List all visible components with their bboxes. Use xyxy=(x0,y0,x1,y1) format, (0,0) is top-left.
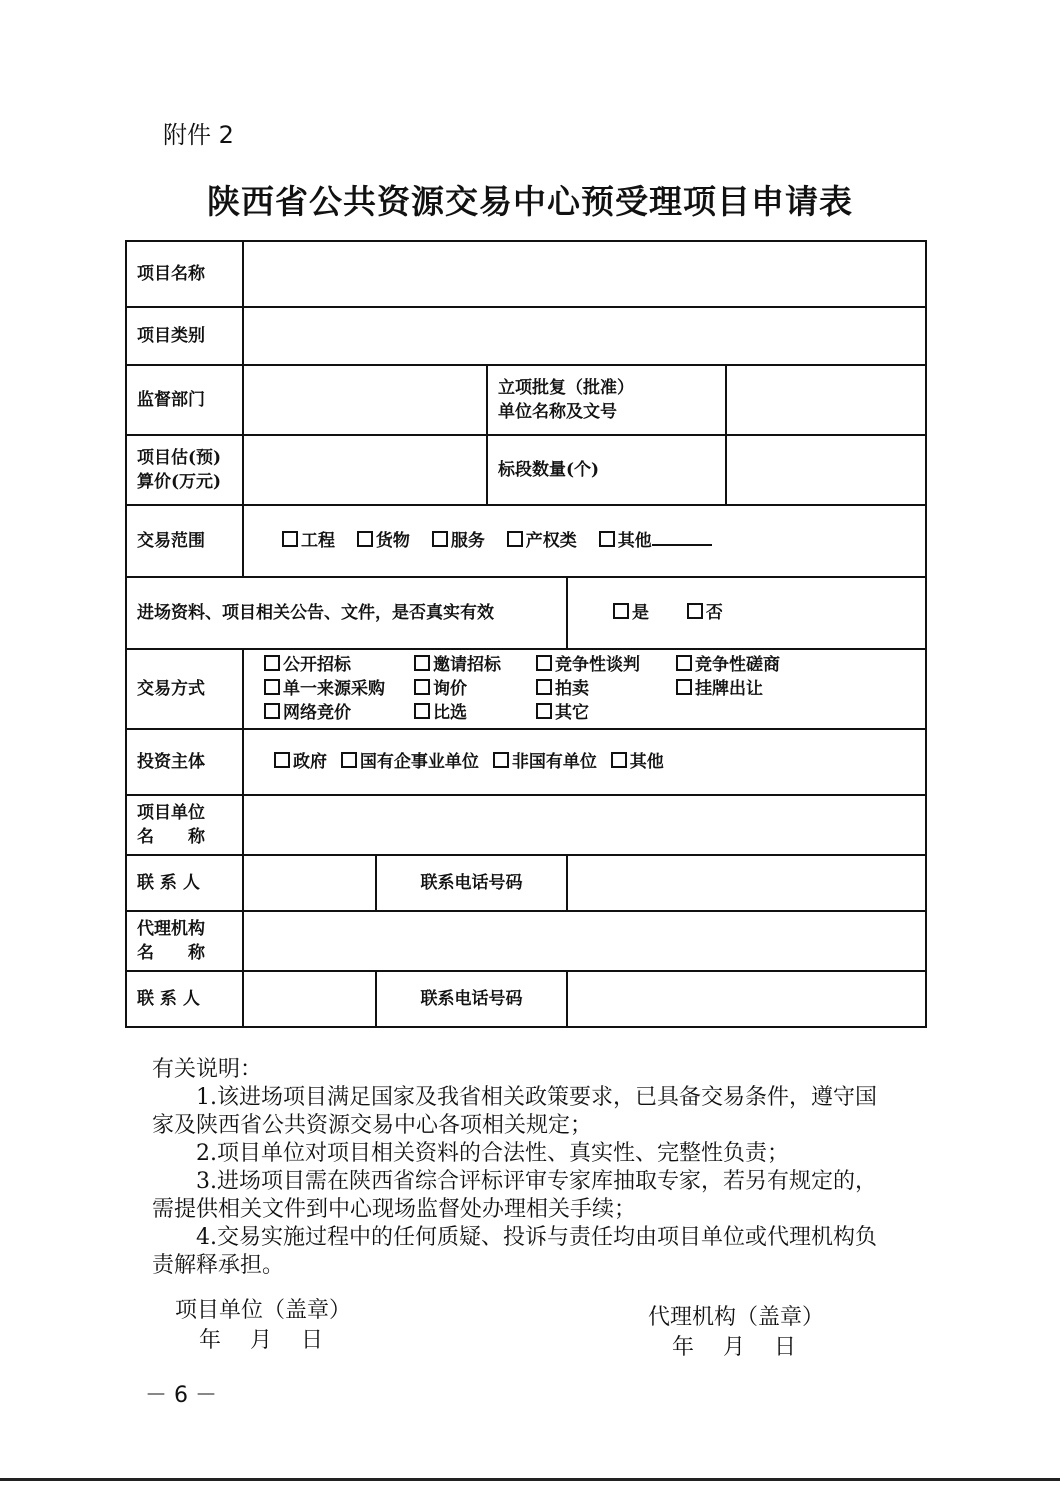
row-trade-scope xyxy=(126,505,926,577)
estimated-price-label-line1: 项目估(预) xyxy=(137,448,222,468)
project-unit-seal-label: 项目单位（盖章） xyxy=(175,1298,352,1323)
checkbox-icon[interactable] xyxy=(536,703,552,719)
other-blank-line[interactable] xyxy=(652,530,712,546)
project-unit-label xyxy=(126,795,243,855)
agency-label xyxy=(126,911,243,971)
project-category-field[interactable] xyxy=(243,307,926,365)
checkbox-icon[interactable] xyxy=(676,679,692,695)
project-unit-field[interactable] xyxy=(243,795,926,855)
row-contact-2 xyxy=(126,971,926,1027)
note-item-4: 4.交易实施过程中的任何质疑、投诉与责任均由项目单位或代理机构负责解释承担。 xyxy=(152,1225,877,1278)
row-agency xyxy=(126,911,926,971)
trade-scope-options xyxy=(243,505,926,577)
option-competitive-negotiation[interactable]: 竞争性谈判 xyxy=(536,653,676,677)
option-invited-tender[interactable]: 邀请招标 xyxy=(414,653,536,677)
approval-unit-label xyxy=(487,365,726,435)
option-property-rights[interactable]: 产权类 xyxy=(507,529,577,553)
checkbox-icon[interactable] xyxy=(414,703,430,719)
checkbox-icon[interactable] xyxy=(536,679,552,695)
note-item-2: 2.项目单位对项目相关资料的合法性、真实性、完整性负责； xyxy=(196,1141,789,1166)
option-state-owned[interactable]: 国有企事业单位 xyxy=(341,750,479,774)
row-project-category xyxy=(126,307,926,365)
checkbox-icon[interactable] xyxy=(611,752,627,768)
application-form-table xyxy=(125,240,927,1028)
estimated-price-label xyxy=(126,435,243,505)
checkbox-icon[interactable] xyxy=(676,655,692,671)
option-other-method[interactable]: 其它 xyxy=(536,701,676,725)
checkbox-icon[interactable] xyxy=(613,603,629,619)
checkbox-icon[interactable] xyxy=(493,752,509,768)
option-listing-transfer[interactable]: 挂牌出让 xyxy=(676,677,826,701)
checkbox-icon[interactable] xyxy=(341,752,357,768)
investor-options xyxy=(243,729,926,795)
row-authenticity xyxy=(126,577,926,649)
project-category-label: 项目类别 xyxy=(126,307,243,365)
row-investor xyxy=(126,729,926,795)
approval-unit-label-line1: 立项批复（批准） xyxy=(498,378,634,398)
row-project-unit xyxy=(126,795,926,855)
option-inquiry[interactable]: 询价 xyxy=(414,677,536,701)
checkbox-icon[interactable] xyxy=(264,655,280,671)
estimated-price-label-line2: 算价(万元) xyxy=(137,472,222,492)
row-estimated-price xyxy=(126,435,926,505)
notes-section xyxy=(152,1056,892,1280)
contact2-phone-field[interactable] xyxy=(567,971,926,1027)
option-engineering[interactable]: 工程 xyxy=(282,529,335,553)
project-name-label: 项目名称 xyxy=(126,241,243,307)
checkbox-icon[interactable] xyxy=(687,603,703,619)
contact2-label: 联 系 人 xyxy=(126,971,243,1027)
agency-label-line2: 名 称 xyxy=(137,943,205,963)
notes-heading: 有关说明： xyxy=(152,1057,263,1082)
checkbox-icon[interactable] xyxy=(599,531,615,547)
checkbox-icon[interactable] xyxy=(264,679,280,695)
contact1-label: 联 系 人 xyxy=(126,855,243,911)
agency-signature xyxy=(648,1303,824,1363)
authenticity-label: 进场资料、项目相关公告、文件，是否真实有效 xyxy=(126,577,567,649)
authenticity-options xyxy=(567,577,926,649)
page-number: － 6 － xyxy=(145,1383,217,1408)
supervisor-dept-field[interactable] xyxy=(243,365,487,435)
trade-method-label: 交易方式 xyxy=(126,649,243,729)
project-unit-signature xyxy=(175,1296,351,1356)
project-unit-label-line1: 项目单位 xyxy=(137,803,205,823)
project-unit-label-line2: 名 称 xyxy=(137,827,205,847)
checkbox-icon[interactable] xyxy=(414,655,430,671)
supervisor-dept-label: 监督部门 xyxy=(126,365,243,435)
agency-seal-label: 代理机构（盖章） xyxy=(648,1305,825,1330)
row-trade-method xyxy=(126,649,926,729)
trade-scope-label: 交易范围 xyxy=(126,505,243,577)
checkbox-icon[interactable] xyxy=(357,531,373,547)
option-goods[interactable]: 货物 xyxy=(357,529,410,553)
contact1-phone-label: 联系电话号码 xyxy=(376,855,567,911)
section-count-label: 标段数量(个) xyxy=(487,435,726,505)
option-single-source[interactable]: 单一来源采购 xyxy=(264,677,414,701)
checkbox-icon[interactable] xyxy=(274,752,290,768)
approval-unit-label-line2: 单位名称及文号 xyxy=(498,402,617,422)
bottom-rule xyxy=(0,1478,1060,1481)
form-title: 陕西省公共资源交易中心预受理项目申请表 xyxy=(207,182,853,221)
option-non-state[interactable]: 非国有单位 xyxy=(493,750,597,774)
checkbox-icon[interactable] xyxy=(414,679,430,695)
option-government[interactable]: 政府 xyxy=(274,750,327,774)
option-no[interactable]: 否 xyxy=(687,601,723,625)
contact2-phone-label: 联系电话号码 xyxy=(376,971,567,1027)
row-contact-1 xyxy=(126,855,926,911)
checkbox-icon[interactable] xyxy=(507,531,523,547)
option-comparison[interactable]: 比选 xyxy=(414,701,536,725)
contact1-field[interactable] xyxy=(243,855,376,911)
agency-date: 年 月 日 xyxy=(672,1335,796,1360)
option-yes[interactable]: 是 xyxy=(613,601,649,625)
note-item-1: 1.该进场项目满足国家及我省相关政策要求，已具备交易条件，遵守国家及陕西省公共资源交易中心各项相关规定； xyxy=(152,1085,877,1138)
checkbox-icon[interactable] xyxy=(536,655,552,671)
agency-field[interactable] xyxy=(243,911,926,971)
option-competitive-consultation[interactable]: 竞争性磋商 xyxy=(676,653,826,677)
attachment-label: 附件 2 xyxy=(163,121,234,149)
section-count-field[interactable] xyxy=(726,435,926,505)
option-open-tender[interactable]: 公开招标 xyxy=(264,653,414,677)
contact1-phone-field[interactable] xyxy=(567,855,926,911)
trade-method-options xyxy=(243,649,926,729)
investor-label: 投资主体 xyxy=(126,729,243,795)
approval-unit-field[interactable] xyxy=(726,365,926,435)
checkbox-icon[interactable] xyxy=(282,531,298,547)
agency-label-line1: 代理机构 xyxy=(137,919,205,939)
contact2-field[interactable] xyxy=(243,971,376,1027)
option-other-investor[interactable]: 其他 xyxy=(611,750,664,774)
option-online-bidding[interactable]: 网络竞价 xyxy=(264,701,414,725)
project-name-field[interactable] xyxy=(243,241,926,307)
checkbox-icon[interactable] xyxy=(264,703,280,719)
checkbox-icon[interactable] xyxy=(432,531,448,547)
option-other[interactable]: 其他 xyxy=(599,529,712,553)
estimated-price-field[interactable] xyxy=(243,435,487,505)
option-auction[interactable]: 拍卖 xyxy=(536,677,676,701)
note-item-3: 3.进场项目需在陕西省综合评标评审专家库抽取专家，若另有规定的，需提供相关文件到中心现场监督处办理相关手续； xyxy=(152,1169,877,1222)
row-project-name xyxy=(126,241,926,307)
project-unit-date: 年 月 日 xyxy=(199,1328,323,1353)
option-services[interactable]: 服务 xyxy=(432,529,485,553)
row-supervisor xyxy=(126,365,926,435)
